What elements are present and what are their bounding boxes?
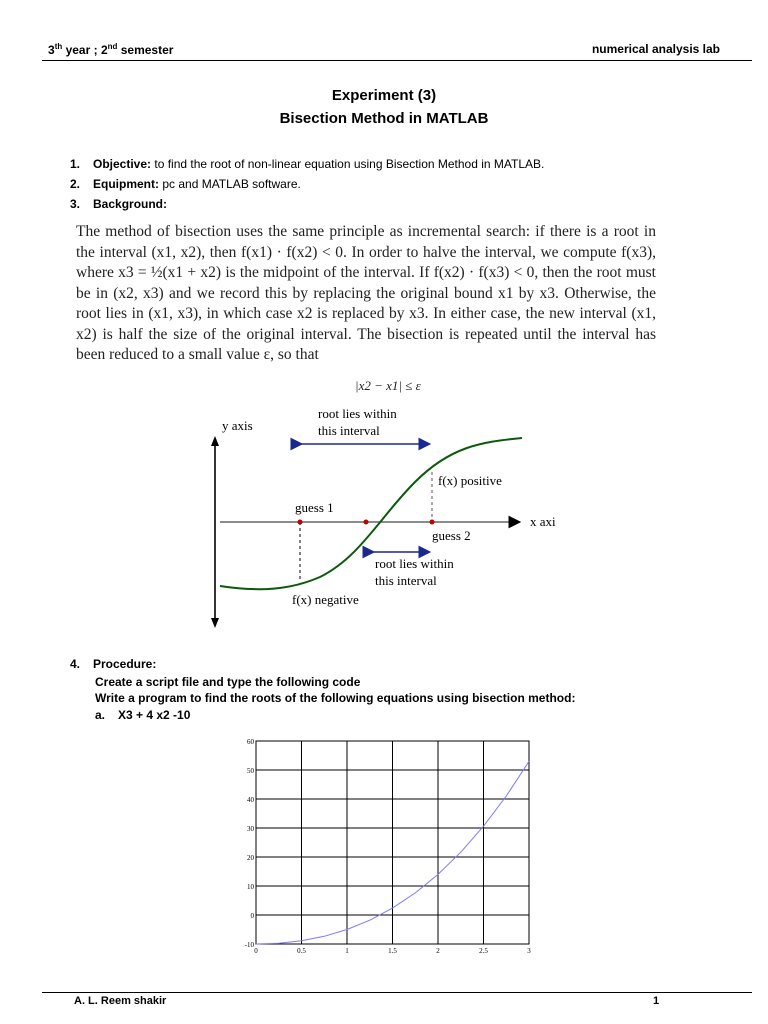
root-lies-top-2: this interval — [318, 423, 380, 438]
section-number: 4. — [70, 657, 81, 671]
root-lies-bottom-2: this interval — [375, 573, 437, 588]
procedure-line-1: Create a script file and type the following code — [95, 675, 361, 689]
y-tick-label: 50 — [247, 767, 254, 775]
header-mid: year ; 2 — [62, 43, 108, 57]
background-paragraph: The method of bisection uses the same principle as incremental search: if there is a root in the interval (x1, x2), then f(x1) · f(x2) < 0. In order to halve the interval, we compute f(x3), where x3 = ½(x1 + x2) is the midpoint of the interval. If f(x2) · f(x3) < 0, then the root must be in (x2, x3) and we record this by replacing the original bound x1 by x3. Otherwise, the root lies in (x1, x3), in which case x2 is replaced by x3. In either case, the new interval (x1, x2) is half the size of the original interval. The bisection is repeated until the interval has been reduced to a small value ε, so that — [76, 223, 656, 363]
footer-author: A. L. Reem shakir — [74, 995, 167, 1007]
header-sup-nd: nd — [107, 42, 118, 51]
root-lies-bottom-1: root lies within — [375, 556, 454, 571]
x-tick-label: 1 — [345, 947, 349, 955]
bisection-diagram — [200, 372, 570, 634]
x-tick-label: 1.5 — [388, 947, 397, 955]
y-tick-label: 40 — [247, 796, 254, 804]
section-number: 1. — [70, 157, 81, 171]
section-number: 3. — [70, 197, 81, 211]
section-objective — [70, 157, 544, 171]
footer-page-number: 1 — [653, 995, 660, 1007]
procedure-item-a — [95, 708, 190, 722]
formula-text: |x2 − x1| ≤ ε — [355, 378, 421, 393]
header-rule — [42, 60, 752, 61]
y-tick-label: 30 — [247, 825, 254, 833]
guess2-label: guess 2 — [432, 528, 471, 543]
page-title: Experiment (3) — [331, 87, 437, 104]
x-tick-label: 2.5 — [479, 947, 488, 955]
section-label: Objective: — [93, 157, 152, 171]
x-axis-label: x axi — [530, 514, 556, 529]
section-equipment — [70, 177, 301, 191]
midpoint-point — [364, 520, 369, 525]
x-tick-label: 0.5 — [297, 947, 306, 955]
root-lies-top-1: root lies within — [318, 406, 397, 421]
y-tick-label: 10 — [247, 883, 254, 891]
header-right: numerical analysis lab — [591, 42, 720, 56]
section-number: 2. — [70, 177, 81, 191]
guess1-label: guess 1 — [295, 500, 334, 515]
y-axis-arrow-top — [211, 436, 219, 446]
item-letter: a. — [95, 708, 106, 722]
y-tick-label: -10 — [244, 941, 254, 949]
y-tick-label: 60 — [247, 738, 254, 746]
fx-positive-label: f(x) positive — [438, 473, 502, 488]
fx-negative-label: f(x) negative — [292, 592, 359, 607]
function-plot — [234, 733, 544, 963]
function-curve — [220, 438, 522, 589]
section-procedure — [70, 657, 156, 671]
section-background — [70, 197, 167, 211]
y-tick-label: 20 — [247, 854, 254, 862]
y-tick-label: 0 — [250, 912, 254, 920]
procedure-line-2: Write a program to find the roots of the following equations using bisection method: — [95, 691, 576, 705]
section-label: Background: — [93, 197, 168, 211]
section-text: to find the root of non-linear equation using Bisection Method in MATLAB. — [151, 157, 545, 171]
section-label: Equipment: — [93, 177, 159, 191]
x-tick-label: 3 — [527, 947, 531, 955]
page-subtitle: Bisection Method in MATLAB — [279, 110, 489, 127]
y-axis-arrow-bottom — [211, 618, 219, 628]
section-label: Procedure: — [93, 657, 157, 671]
footer-rule — [42, 992, 752, 993]
x-tick-label: 2 — [436, 947, 440, 955]
guess1-point — [298, 520, 303, 525]
header-semester: semester — [117, 43, 174, 57]
header-left — [48, 42, 173, 57]
x-tick-label: 0 — [254, 947, 258, 955]
header-sup-th: th — [54, 42, 63, 51]
header-year: 3 — [48, 43, 55, 57]
section-text: pc and MATLAB software. — [159, 177, 301, 191]
guess2-point — [430, 520, 435, 525]
y-axis-label: y axis — [222, 418, 253, 433]
item-equation: X3 + 4 x2 -10 — [118, 708, 191, 722]
